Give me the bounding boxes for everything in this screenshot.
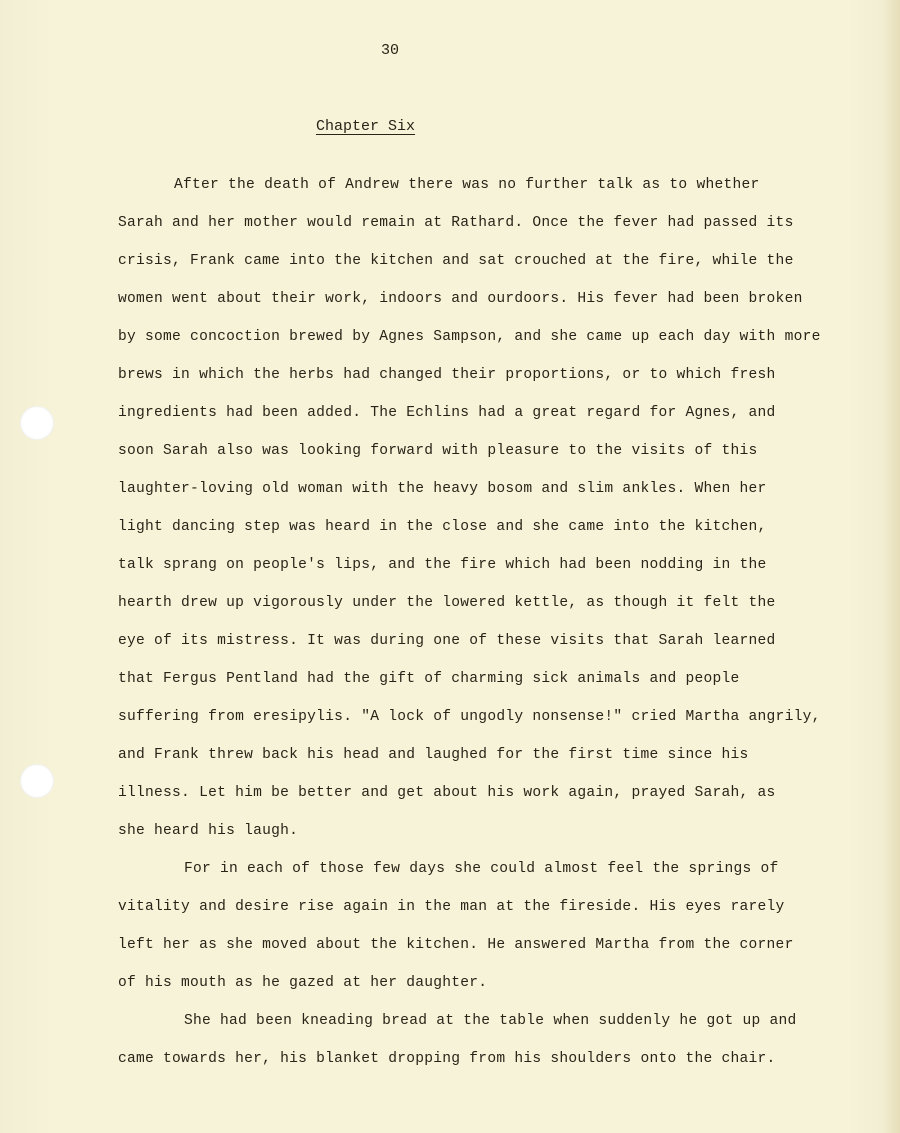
text-line: left her as she moved about the kitchen. He answered Martha from the corner [118,937,794,953]
text-line: She had been kneading bread at the table when suddenly he got up and [184,1013,797,1029]
text-line: laughter-loving old woman with the heavy bosom and slim ankles. When her [118,481,767,497]
text-line: women went about their work, indoors and ourdoors. His fever had been broken [118,291,803,307]
text-line: of his mouth as he gazed at her daughter. [118,975,488,991]
text-line: Sarah and her mother would remain at Rathard. Once the fever had passed its [118,215,794,231]
text-line: came towards her, his blanket dropping from his shoulders onto the chair. [118,1051,776,1067]
text-line: she heard his laugh. [118,823,299,839]
text-line: soon Sarah also was looking forward with pleasure to the visits of this [118,443,758,459]
text-line: and Frank threw back his head and laughed for the first time since his [118,747,749,763]
text-line: talk sprang on people's lips, and the fire which had been nodding in the [118,557,767,573]
text-line: After the death of Andrew there was no further talk as to whether [174,177,760,193]
text-line: crisis, Frank came into the kitchen and sat crouched at the fire, while the [118,253,794,269]
text-line: vitality and desire rise again in the man at the fireside. His eyes rarely [118,899,785,915]
text-line: brews in which the herbs had changed their proportions, or to which fresh [118,367,776,383]
text-line: eye of its mistress. It was during one of these visits that Sarah learned [118,633,776,649]
text-line: illness. Let him be better and get about his work again, prayed Sarah, as [118,785,776,801]
text-line: by some concoction brewed by Agnes Sampson, and she came up each day with more [118,329,821,345]
text-line: hearth drew up vigorously under the lowered kettle, as though it felt the [118,595,776,611]
text-line: that Fergus Pentland had the gift of charming sick animals and people [118,671,740,687]
chapter-title: Chapter Six [316,118,416,135]
page-number: 30 [381,42,400,59]
text-line: light dancing step was heard in the close and she came into the kitchen, [118,519,767,535]
text-line: For in each of those few days she could almost feel the springs of [184,861,779,877]
text-line: ingredients had been added. The Echlins had a great regard for Agnes, and [118,405,776,421]
text-line: suffering from eresipylis. "A lock of ungodly nonsense!" cried Martha angrily, [118,709,821,725]
